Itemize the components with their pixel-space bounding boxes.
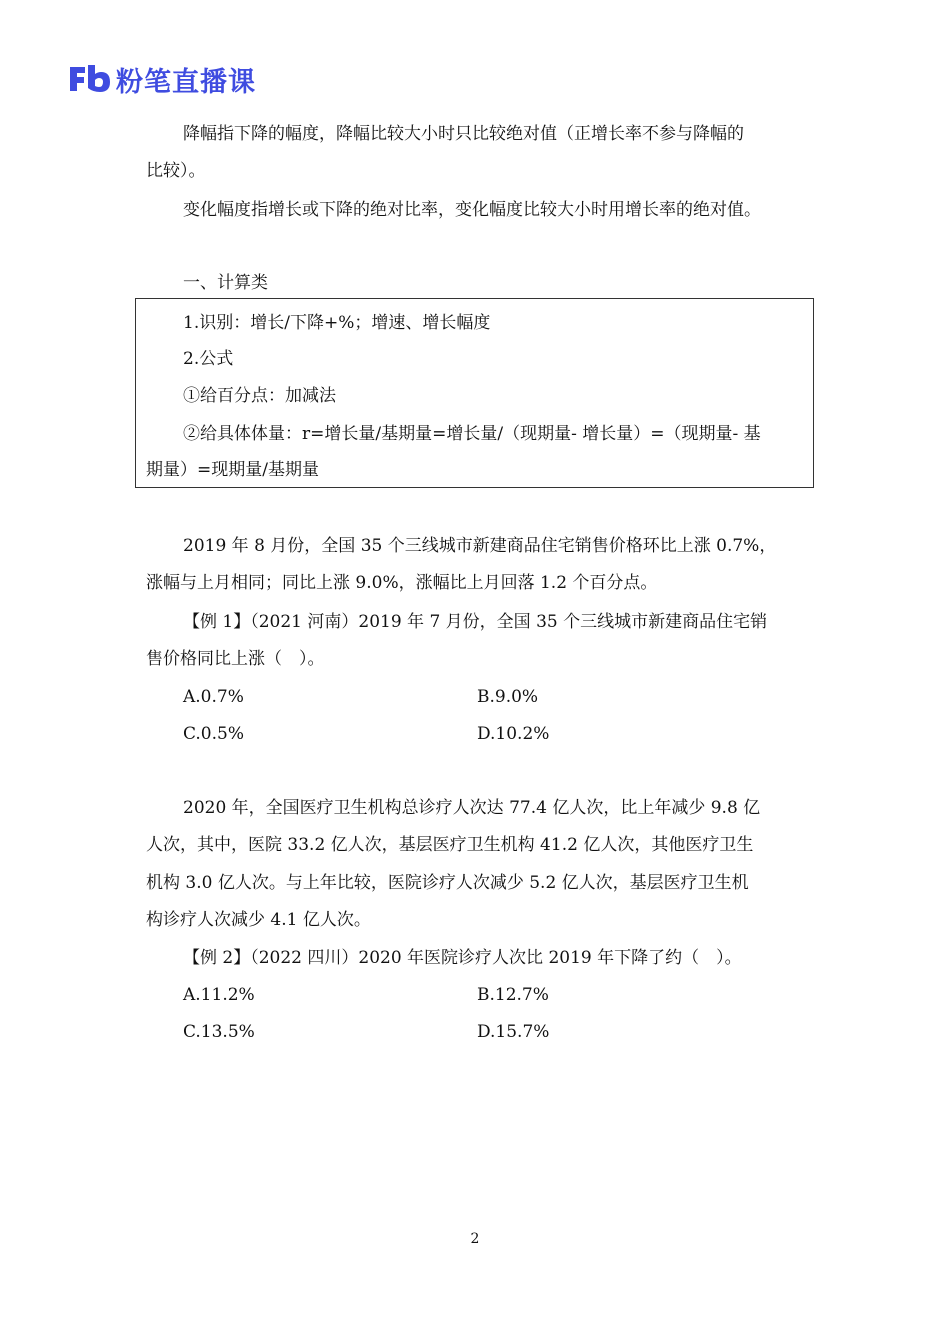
header-logo bbox=[68, 62, 256, 96]
example-1-question-line-2: 售价格同比上涨（ ）。 bbox=[146, 649, 325, 669]
fb-logo-icon bbox=[68, 64, 112, 94]
example-2-material-line-4: 构诊疗人次减少 4.1 亿人次。 bbox=[146, 910, 371, 930]
example-2-option-c: C.13.5% bbox=[183, 1022, 255, 1042]
box-line: 2.公式 bbox=[183, 349, 234, 369]
example-2-material-line-1: 2020 年，全国医疗卫生机构总诊疗人次达 77.4 亿人次，比上年减少 9.8 亿 bbox=[183, 798, 761, 818]
section-heading: 一、计算类 bbox=[183, 273, 268, 293]
example-1-material-line-1: 2019 年 8 月份，全国 35 个三线城市新建商品住宅销售价格环比上涨 0.7%， bbox=[183, 536, 777, 556]
brand-name: 粉笔直播课 bbox=[116, 66, 256, 98]
example-2-option-d: D.15.7% bbox=[477, 1022, 550, 1042]
example-2-option-b: B.12.7% bbox=[477, 985, 549, 1005]
example-2-question: 【例 2】（2022 四川）2020 年医院诊疗人次比 2019 年下降了约（ ）。 bbox=[183, 948, 742, 968]
intro-paragraph-1-line-2: 比较）。 bbox=[146, 161, 206, 181]
example-1-question-line-1: 【例 1】（2021 河南）2019 年 7 月份，全国 35 个三线城市新建商品住宅销 bbox=[183, 612, 768, 632]
example-1-option-d: D.10.2% bbox=[477, 724, 550, 744]
page-number: 2 bbox=[470, 1231, 480, 1247]
example-2-material-line-3: 机构 3.0 亿人次。与上年比较，医院诊疗人次减少 5.2 亿人次，基层医疗卫生机 bbox=[146, 873, 749, 893]
example-1-option-a: A.0.7% bbox=[183, 687, 244, 707]
example-1-material-line-2: 涨幅与上月相同；同比上涨 9.0%，涨幅比上月回落 1.2 个百分点。 bbox=[146, 573, 658, 593]
box-line: 1.识别：增长/下降+%；增速、增长幅度 bbox=[183, 313, 491, 333]
box-line: ②给具体体量：r=增长量/基期量=增长量/（现期量- 增长量）=（现期量- 基 bbox=[183, 424, 761, 444]
box-line: ①给百分点：加减法 bbox=[183, 386, 336, 406]
example-2-material-line-2: 人次，其中，医院 33.2 亿人次，基层医疗卫生机构 41.2 亿人次，其他医疗卫生 bbox=[146, 835, 754, 855]
intro-paragraph-1-line-1: 降幅指下降的幅度，降幅比较大小时只比较绝对值（正增长率不参与降幅的 bbox=[183, 124, 744, 144]
example-2-option-a: A.11.2% bbox=[183, 985, 255, 1005]
example-1-option-c: C.0.5% bbox=[183, 724, 244, 744]
example-1-option-b: B.9.0% bbox=[477, 687, 539, 707]
intro-paragraph-2: 变化幅度指增长或下降的绝对比率，变化幅度比较大小时用增长率的绝对值。 bbox=[183, 200, 761, 220]
box-line: 期量）=现期量/基期量 bbox=[146, 460, 319, 480]
